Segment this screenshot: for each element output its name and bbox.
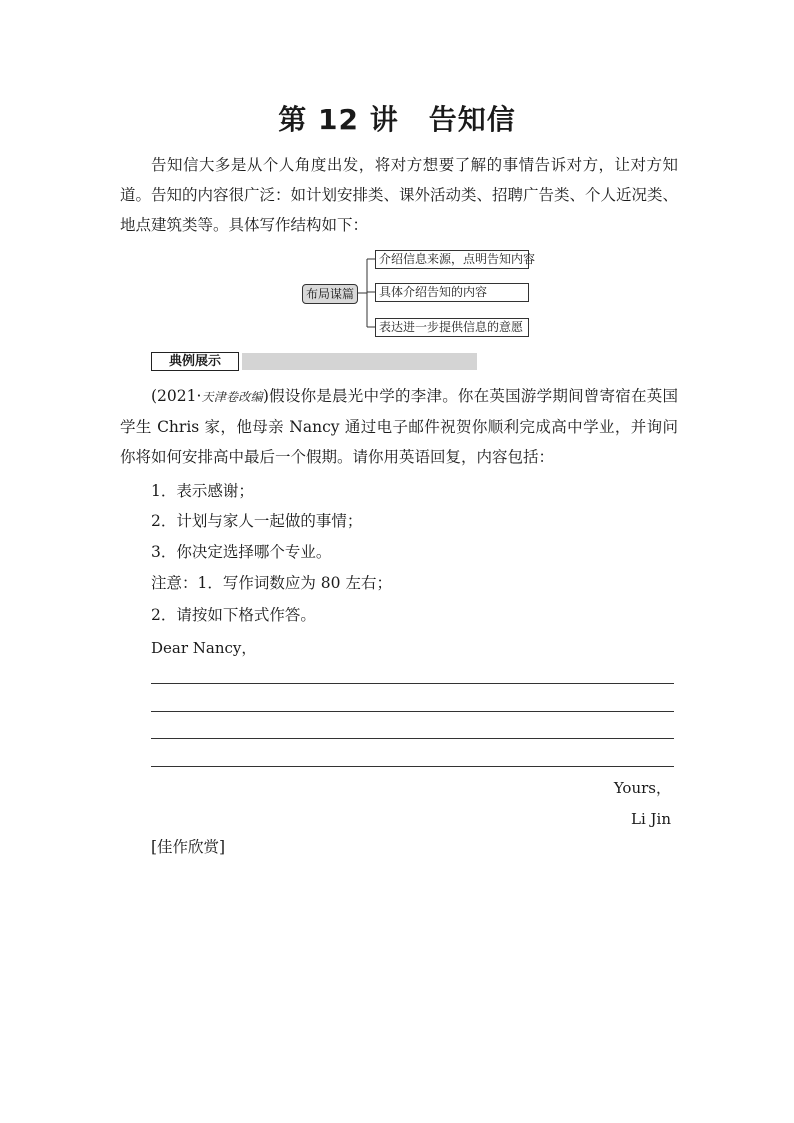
writing-line-2 bbox=[151, 711, 674, 712]
list-item-1: 1．表示感谢； bbox=[151, 482, 254, 500]
diagram-root: 布局谋篇 bbox=[302, 284, 358, 304]
lesson-topic: 告知信 bbox=[428, 103, 516, 136]
page-title bbox=[0, 98, 794, 138]
letter-closing: Yours， bbox=[613, 779, 671, 797]
diagram-branch-2: 具体介绍告知的内容 bbox=[375, 283, 529, 302]
section-label: 典例展示 bbox=[151, 352, 239, 371]
note-2: 2．请按如下格式作答。 bbox=[151, 606, 316, 624]
diagram-branch-3: 表达进一步提供信息的意愿 bbox=[375, 318, 529, 337]
writing-line-1 bbox=[151, 683, 674, 684]
source-open: (2021· bbox=[151, 387, 202, 405]
task-text: 假设你是晨光中学的李津。你在英国游学期间曾寄宿在英国学生 Chris 家，他母亲 Nancy 通过电子邮件祝贺你顺利完成高中学业，并询问你将如何安排高中最后一个假期。请你用英语回复，内容包括： bbox=[120, 387, 678, 466]
diagram-branch-1: 介绍信息来源，点明告知内容 bbox=[375, 250, 529, 269]
task-paragraph bbox=[120, 381, 678, 472]
writing-line-3 bbox=[151, 738, 674, 739]
writing-line-4 bbox=[151, 766, 674, 767]
appreciation-heading: [佳作欣赏] bbox=[151, 838, 226, 856]
lesson-number: 第 12 讲 bbox=[278, 103, 399, 136]
list-item-3: 3．你决定选择哪个专业。 bbox=[151, 543, 332, 561]
source-label: 天津卷改编 bbox=[201, 390, 263, 404]
source-close: ) bbox=[262, 387, 269, 405]
section-bar bbox=[242, 353, 477, 370]
intro-paragraph: 告知信大多是从个人角度出发，将对方想要了解的事情告诉对方，让对方知道。告知的内容很广泛：如计划安排类、课外活动类、招聘广告类、个人近况类、地点建筑类等。具体写作结构如下： bbox=[120, 156, 679, 234]
letter-greeting: Dear Nancy， bbox=[151, 639, 257, 657]
note-1: 注意：1．写作词数应为 80 左右； bbox=[151, 574, 392, 592]
list-item-2: 2．计划与家人一起做的事情； bbox=[151, 512, 363, 530]
letter-signature: Li Jin bbox=[631, 810, 671, 828]
